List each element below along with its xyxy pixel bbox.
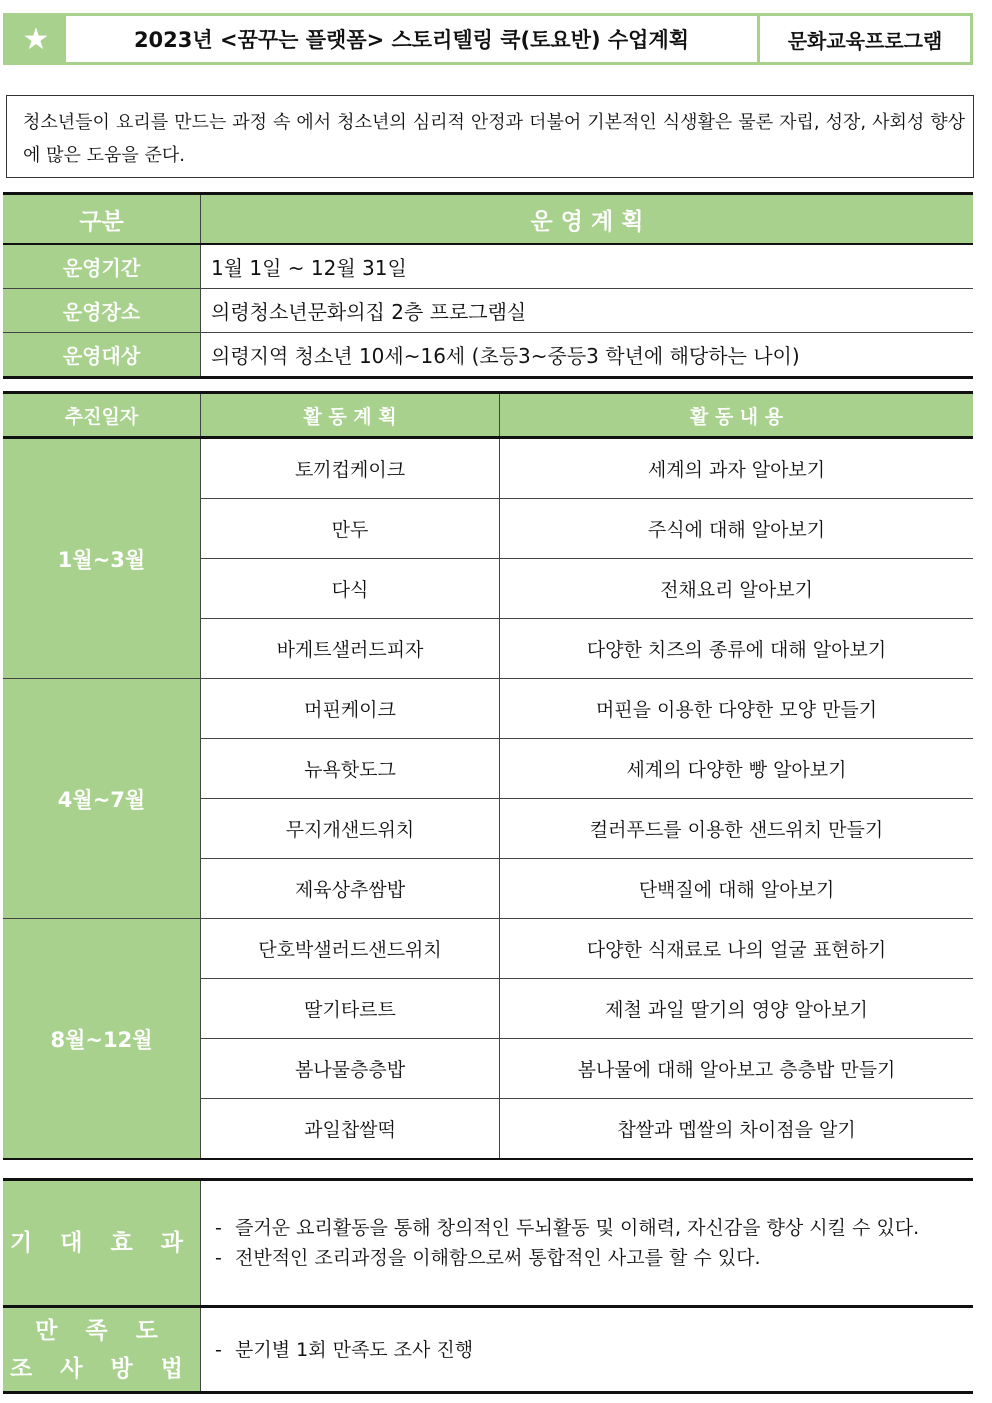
activity-content: 다양한 치즈의 종류에 대해 알아보기 — [500, 619, 974, 679]
schedule-header-content: 활 동 내 용 — [500, 393, 974, 438]
activity-plan: 다식 — [201, 559, 500, 619]
bullet-mark: - — [215, 1217, 222, 1239]
satisfaction-label-line1: 만 족 도 — [35, 1317, 168, 1344]
overview-row — [3, 244, 973, 289]
star-icon: ★ — [6, 16, 66, 62]
satisfaction-row — [3, 1307, 973, 1393]
program-category: 문화교육프로그램 — [787, 28, 943, 53]
schedule-period: 4월~7월 — [3, 679, 201, 919]
activity-content: 세계의 과자 알아보기 — [500, 438, 974, 499]
activity-content: 찹쌀과 멥쌀의 차이점을 알기 — [617, 1119, 856, 1141]
activity-plan: 봄나물층층밥 — [201, 1039, 500, 1099]
activity-content: 전채요리 알아보기 — [500, 559, 974, 619]
overview-label: 운영대상 — [3, 333, 201, 378]
activity-content: 세계의 다양한 빵 알아보기 — [500, 739, 974, 799]
activity-plan: 바게트샐러드피자 — [201, 619, 500, 679]
schedule-table — [3, 391, 973, 1160]
document-title: 2023년 <꿈꾸는 플랫폼> 스토리텔링 쿡(토요반) 수업계획 — [66, 16, 760, 62]
document-header — [3, 13, 973, 65]
effects-bullet-text: 전반적인 조리과정을 이해함으로써 통합적인 사고를 할 수 있다. — [235, 1247, 761, 1269]
schedule-header-date: 추진일자 — [3, 393, 201, 438]
overview-value: 의령지역 청소년 10세~16세 (초등3~중등3 학년에 해당하는 나이) — [211, 344, 800, 368]
bullet-mark: - — [215, 1338, 222, 1361]
effects-bullet — [215, 1243, 973, 1273]
overview-value: 1월 1일 ~ 12월 31일 — [201, 244, 974, 289]
overview-header-label: 구분 — [3, 194, 201, 245]
activity-plan: 만두 — [201, 499, 500, 559]
activity-content: 다양한 식재료로 나의 얼굴 표현하기 — [500, 919, 974, 979]
overview-header-value: 운 영 계 획 — [201, 194, 974, 245]
satisfaction-content — [201, 1307, 974, 1393]
activity-plan: 단호박샐러드샌드위치 — [201, 919, 500, 979]
overview-label: 운영장소 — [3, 289, 201, 333]
overview-label: 운영기간 — [3, 244, 201, 289]
activity-plan: 딸기타르트 — [201, 979, 500, 1039]
intro-text: 청소년들이 요리를 만드는 과정 속 에서 청소년의 심리적 안정과 더불어 기본적인 식생활은 물론 자립, 성장, 사회성 향상에 많은 도움을 준다. — [6, 95, 974, 178]
activity-content: 머핀을 이용한 다양한 모양 만들기 — [500, 679, 974, 739]
activity-plan: 뉴욕핫도그 — [201, 739, 500, 799]
activity-plan: 제육상추쌈밥 — [201, 859, 500, 919]
activity-plan: 토끼컵케이크 — [201, 438, 500, 499]
schedule-period: 1월~3월 — [3, 438, 201, 679]
effects-bullet — [215, 1213, 973, 1243]
satisfaction-label-line2: 조 사 방 법 — [10, 1355, 193, 1382]
effects-label: 기 대 효 과 — [3, 1180, 201, 1307]
activity-content: 봄나물에 대해 알아보고 층층밥 만들기 — [500, 1039, 974, 1099]
overview-row — [3, 289, 973, 333]
schedule-header-plan: 활 동 계 획 — [201, 393, 500, 438]
activity-content: 제철 과일 딸기의 영양 알아보기 — [500, 979, 974, 1039]
effects-table — [3, 1178, 973, 1394]
bullet-mark: - — [215, 1247, 222, 1269]
activity-content: 주식에 대해 알아보기 — [500, 499, 974, 559]
schedule-row — [3, 919, 973, 979]
overview-row — [3, 333, 973, 378]
overview-header-row — [3, 194, 973, 245]
overview-table — [3, 192, 973, 379]
activity-content: 컬러푸드를 이용한 샌드위치 만들기 — [500, 799, 974, 859]
activity-plan: 과일찹쌀떡 — [201, 1099, 500, 1160]
effects-row — [3, 1180, 973, 1307]
activity-content: 단백질에 대해 알아보기 — [500, 859, 974, 919]
schedule-header-row — [3, 393, 973, 438]
schedule-row — [3, 679, 973, 739]
effects-bullet-text: 즐거운 요리활동을 통해 창의적인 두뇌활동 및 이해력, 자신감을 향상 시킬 수 있다. — [235, 1217, 920, 1239]
schedule-row — [3, 438, 973, 499]
satisfaction-bullet — [215, 1335, 973, 1365]
satisfaction-label — [3, 1307, 201, 1393]
schedule-period: 8월~12월 — [3, 919, 201, 1160]
satisfaction-bullet-text: 분기별 1회 만족도 조사 진행 — [235, 1338, 474, 1361]
effects-content — [201, 1180, 974, 1307]
overview-value: 의령청소년문화의집 2층 프로그램실 — [201, 289, 974, 333]
activity-plan: 머핀케이크 — [201, 679, 500, 739]
activity-plan: 무지개샌드위치 — [201, 799, 500, 859]
